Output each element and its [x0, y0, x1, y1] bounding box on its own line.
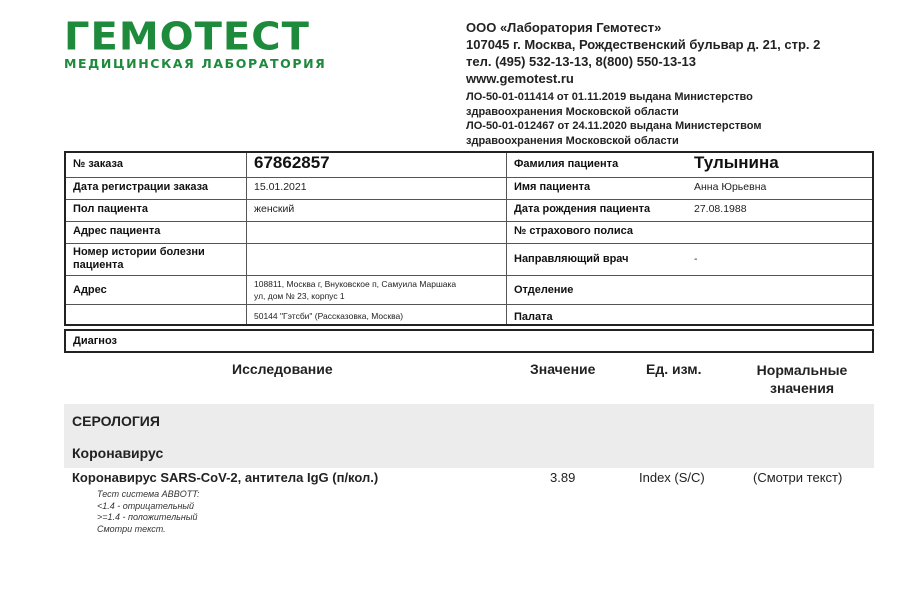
address-line-1: 108811, Москва г, Внуковское п, Самуила Маршака — [254, 279, 457, 289]
patient-address-label: Адрес пациента — [73, 225, 161, 237]
branch-value: 50144 "Гэтсби" (Рассказовка, Москва) — [254, 311, 404, 321]
history-label — [73, 246, 205, 272]
address-value — [254, 278, 456, 302]
history-label-line-2: пациента — [73, 259, 124, 271]
section-group: Коронавирус — [72, 445, 164, 461]
column-header-study: Исследование — [232, 361, 333, 377]
lab-logo — [64, 15, 327, 71]
birth-label: Дата рождения пациента — [514, 203, 651, 215]
lab-website: www.gemotest.ru — [466, 71, 574, 86]
note-line-4: Смотри текст. — [97, 523, 166, 534]
note-line-1: Тест система ABBOTT: — [97, 489, 200, 499]
birth-value: 27.08.1988 — [694, 203, 747, 215]
section-category: СЕРОЛОГИЯ — [72, 413, 160, 429]
result-test-name: Коронавирус SARS-CoV-2, антитела IgG (п/кол.) — [72, 470, 379, 485]
diagnosis-label: Диагноз — [73, 335, 117, 347]
name-label: Имя пациента — [514, 181, 591, 193]
table-row — [66, 221, 872, 244]
note-line-3: >=1.4 - положительный — [97, 512, 198, 522]
patient-info-table — [64, 151, 874, 326]
column-header-unit: Ед. изм. — [646, 361, 702, 377]
doctor-label: Направляющий врач — [514, 253, 629, 265]
address-label: Адрес — [73, 284, 107, 296]
column-divider — [506, 153, 507, 324]
license-1-line-1: ЛО-50-01-011414 от 01.11.2019 выдана Министерство — [466, 91, 753, 103]
surname-label: Фамилия пациента — [514, 158, 619, 170]
lab-details — [466, 19, 820, 148]
diagnosis-box — [64, 329, 874, 353]
doctor-value: - — [694, 253, 698, 265]
ward-label: Палата — [514, 311, 553, 323]
logo-subtitle: МЕДИЦИНСКАЯ ЛАБОРАТОРИЯ — [64, 56, 327, 71]
lab-name: ООО «Лаборатория Гемотест» — [466, 20, 662, 35]
test-note — [97, 489, 200, 535]
sex-label: Пол пациента — [73, 203, 148, 215]
reg-date: 15.01.2021 — [254, 181, 307, 193]
lab-address: 107045 г. Москва, Рождественский бульвар д. 21, стр. 2 — [466, 37, 821, 52]
reg-date-label: Дата регистрации заказа — [73, 181, 209, 193]
table-row — [66, 275, 872, 305]
sex-value: женский — [254, 203, 295, 215]
note-line-2: <1.4 - отрицательный — [97, 500, 195, 511]
result-normal: (Смотри текст) — [753, 470, 843, 485]
name-value: Анна Юрьевна — [694, 181, 767, 193]
column-divider — [246, 153, 247, 324]
lab-phone: тел. (495) 532-13-13, 8(800) 550-13-13 — [466, 54, 696, 69]
column-header-normal — [748, 361, 856, 397]
table-row — [66, 199, 872, 222]
surname-value: Тулынина — [694, 153, 779, 172]
column-header-value: Значение — [530, 361, 596, 377]
license-1-line-2: здравоохранения Московской области — [466, 105, 679, 118]
license-2-line-2: здравоохранения Московской области — [466, 134, 679, 147]
address-line-2: ул, дом № 23, корпус 1 — [254, 291, 345, 301]
order-number-label: № заказа — [73, 158, 123, 170]
column-header-normal-line-1: Нормальные — [756, 362, 848, 378]
department-label: Отделение — [514, 284, 574, 296]
section-background — [64, 404, 874, 468]
license-2-line-1: ЛО-50-01-012467 от 24.11.2020 выдана Министерством — [466, 120, 762, 132]
result-value: 3.89 — [550, 470, 576, 485]
logo-name: ГЕМОТЕСТ — [64, 15, 310, 59]
history-label-line-1: Номер истории болезни — [73, 246, 205, 258]
order-number: 67862857 — [254, 153, 330, 172]
insurance-label: № страхового полиса — [514, 225, 633, 237]
result-unit: Index (S/C) — [639, 470, 705, 485]
column-header-normal-line-2: значения — [770, 380, 834, 396]
